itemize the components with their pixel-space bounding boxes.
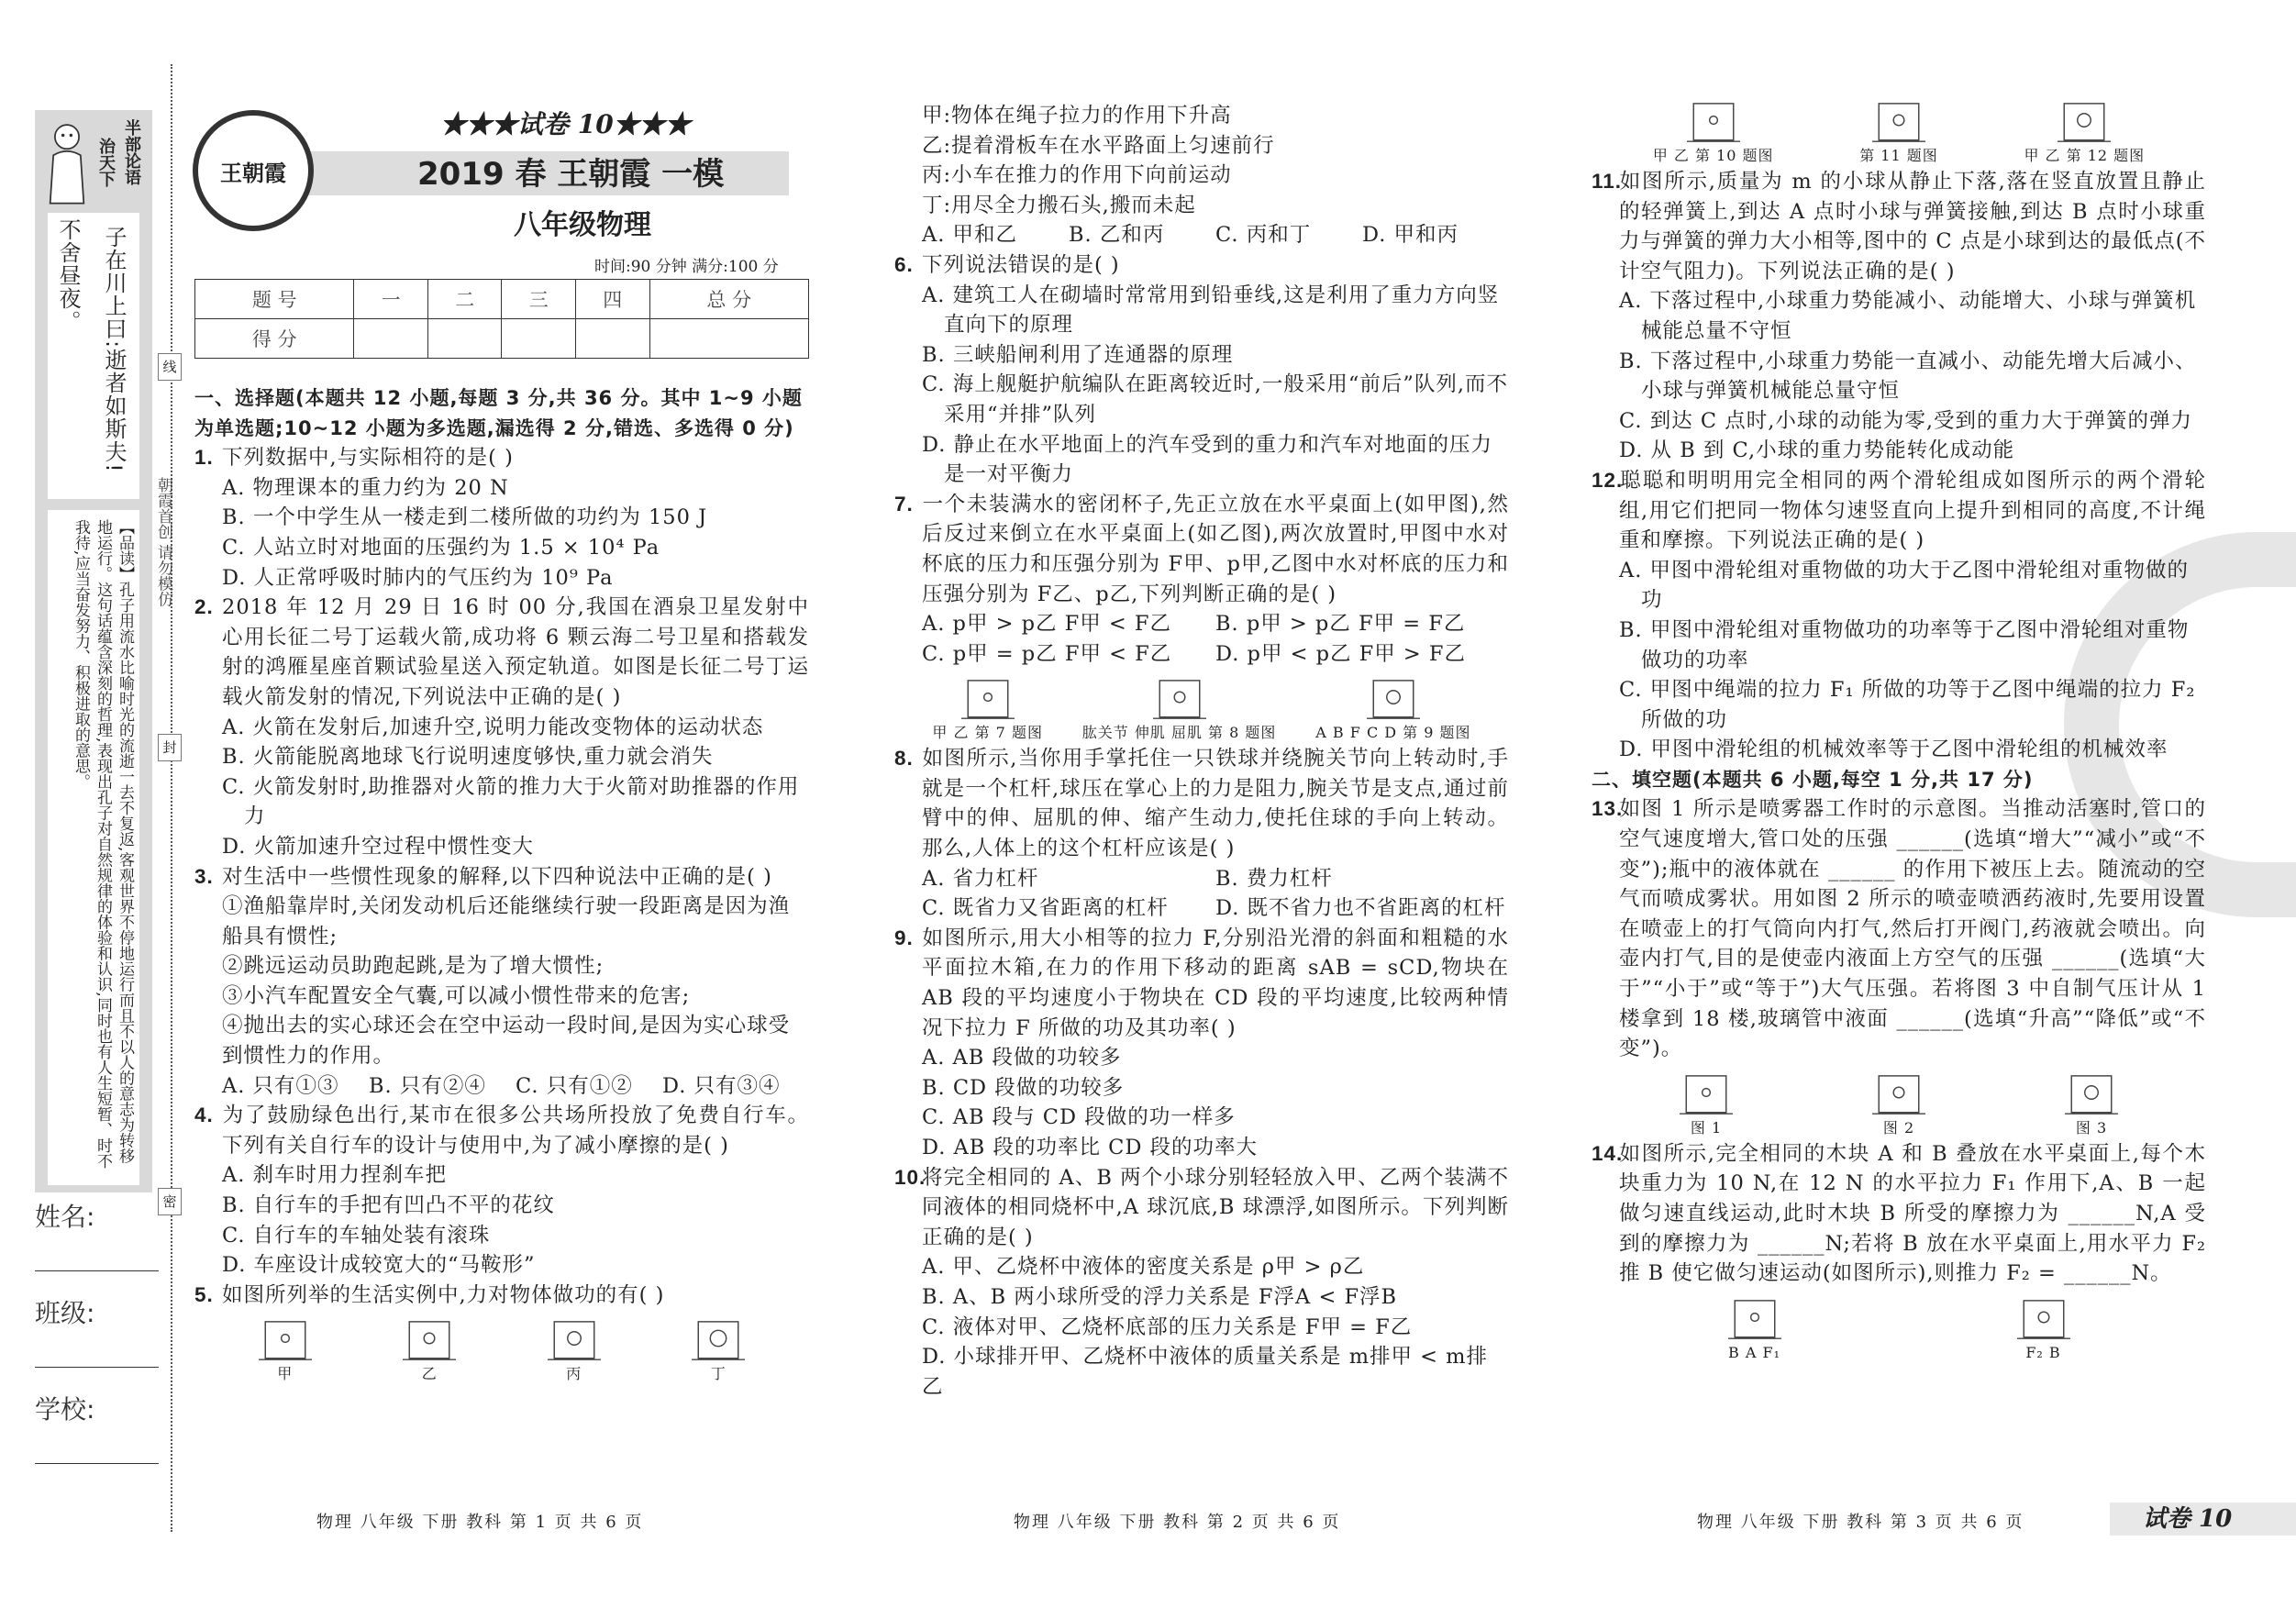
exam-number: ★★★试卷 10★★★ bbox=[440, 109, 691, 139]
question bbox=[194, 593, 809, 712]
answer-option: D. 车座设计成较宽大的“马鞍形” bbox=[222, 1253, 536, 1278]
question-number: 6. bbox=[894, 252, 914, 276]
figure bbox=[1862, 1066, 1936, 1137]
question-number: 3. bbox=[194, 864, 214, 888]
figure-group bbox=[1592, 92, 2206, 167]
answer-option: D. 静止在水平地面上的汽车受到的重力和汽车对地面的压力是一对平衡力 bbox=[922, 432, 1493, 487]
option-row bbox=[894, 893, 1509, 924]
answer-option: ②跳远运动员助跑起跳,是为了增大惯性; bbox=[222, 954, 605, 979]
answer-option: B. 一个中学生从一楼走到二楼所做的功约为 150 J bbox=[222, 505, 708, 530]
figure-caption: 图 1 bbox=[1690, 1118, 1723, 1137]
question-stem: 下列数据中,与实际相符的是( ) bbox=[222, 446, 514, 471]
question-stem: 如图所示,质量为 m 的小球从静止下落,落在竖直放置且静止的轻弹簧上,到达 A 点时小球与弹簧接触,到达 B 点时小球重力与弹簧的弹力大小相等,图中的 C 点是小球到达的最低点(不计空气阻力)。下列说法正确的是( ) bbox=[1619, 170, 2206, 283]
figure bbox=[393, 1312, 466, 1383]
question-number: 11. bbox=[1592, 170, 1623, 193]
question bbox=[894, 1163, 1509, 1253]
question-number: 2. bbox=[194, 595, 214, 619]
answer-option: 甲:物体在绳子拉力的作用下升高 bbox=[922, 104, 1232, 128]
motto-line-1: 子在川上曰:逝者如斯夫! bbox=[101, 226, 127, 473]
slogan: 半部论语 bbox=[122, 119, 141, 185]
answer-option: C. 火箭发射时,助推器对火箭的推力大于火箭对助推器的作用力 bbox=[222, 774, 800, 829]
name-field[interactable] bbox=[35, 1270, 159, 1271]
figure-illustration bbox=[1859, 94, 1938, 147]
question-number: 4. bbox=[194, 1103, 214, 1127]
score-cell: 二 bbox=[427, 280, 502, 319]
figure bbox=[1082, 671, 1277, 742]
figure-illustration bbox=[1669, 1066, 1743, 1119]
page-footer-3: 物理 八年级 下册 教科 第 3 页 共 6 页 bbox=[1697, 1513, 2024, 1532]
figure-caption: F₂ B bbox=[2025, 1343, 2061, 1361]
question bbox=[894, 490, 1509, 609]
answer-option: C. 到达 C 点时,小球的动能为零,受到的重力大于弹簧的弹力 bbox=[1619, 408, 2193, 433]
figure-group bbox=[1592, 1064, 2206, 1139]
question-number: 8. bbox=[894, 747, 914, 771]
answer-option: 乙:提着滑板车在水平路面上匀速前行 bbox=[922, 133, 1275, 158]
figure-illustration bbox=[682, 1312, 755, 1365]
school-field[interactable] bbox=[35, 1463, 159, 1464]
figure bbox=[2007, 1291, 2080, 1362]
class-field[interactable] bbox=[35, 1367, 159, 1368]
figure bbox=[1669, 1066, 1743, 1137]
figure-caption: 图 2 bbox=[1882, 1118, 1915, 1137]
section-heading: 二、填空题(本题共 6 小题,每空 1 分,共 17 分) bbox=[1592, 768, 2034, 791]
answer-option: C. 甲图中绳端的拉力 F₁ 所做的功等于乙图中绳端的拉力 F₂ 所做的功 bbox=[1619, 678, 2196, 732]
figure-illustration bbox=[249, 1312, 322, 1365]
figure-caption: 丁 bbox=[710, 1365, 727, 1383]
answer-option: B. 火箭能脱离地球飞行说明速度够快,重力就会消失 bbox=[222, 745, 714, 770]
question-number: 1. bbox=[194, 446, 214, 470]
answer-option: D. 人正常呼吸时肺内的气压约为 10⁹ Pa bbox=[222, 565, 614, 590]
figure-group bbox=[1592, 1289, 2206, 1364]
question-stem: 对生活中一些惯性现象的解释,以下四种说法中正确的是( ) bbox=[222, 864, 772, 889]
answer-option: A. 下落过程中,小球重力势能减小、动能增大、小球与弹簧机械能总量不守恒 bbox=[1619, 289, 2197, 343]
answer-option: 丙:小车在推力的作用下向前运动 bbox=[922, 163, 1232, 188]
answer-option: C. 丙和丁 bbox=[1215, 223, 1312, 248]
answer-option: C. p甲 = p乙 F甲 < F乙 bbox=[922, 641, 1172, 666]
question-stem: 如图所列举的生活实例中,力对物体做功的有( ) bbox=[222, 1282, 665, 1307]
figure-illustration bbox=[932, 671, 1043, 724]
answer-option: D. 小球排开甲、乙烧杯中液体的质量关系是 m排甲 < m排乙 bbox=[922, 1345, 1489, 1399]
figure-illustration bbox=[1653, 94, 1774, 147]
question bbox=[194, 443, 809, 473]
figure-caption: 甲 乙 第 7 题图 bbox=[932, 724, 1043, 742]
answer-option: D. 甲图中滑轮组的机械效率等于乙图中滑轮组的机械效率 bbox=[1619, 738, 2168, 762]
section-heading: 一、选择题(本题共 12 小题,每题 3 分,共 36 分。其中 1~9 小题为单选题;10~12 小题为多选题,漏选得 2 分,错选、多选得 0 分) bbox=[194, 387, 803, 439]
figure-caption: 丙 bbox=[566, 1365, 582, 1383]
figure bbox=[249, 1312, 322, 1383]
answer-option: B. 甲图中滑轮组对重物做功的功率等于乙图中滑轮组对重物做功的功率 bbox=[1619, 617, 2190, 672]
question-stem: 为了鼓励绿色出行,某市在很多公共场所投放了免费自行车。下列有关自行车的设计与使用中,为了减小摩擦的是( ) bbox=[222, 1103, 809, 1158]
school-label: 学校: bbox=[35, 1394, 95, 1425]
score-table bbox=[194, 279, 809, 359]
figure bbox=[932, 671, 1043, 742]
reading-text: 【品读】孔子用流水比喻时光的流逝一去不复返,客观世界不停地运行而且不以人的意志为转移地运行。这句话蕴含深刻的哲理,表现出孔子对自然规律的体验和认识,同时也有人生短暂、时不我待,应当奋发努力、积极进取的意思。 bbox=[72, 519, 134, 1169]
question bbox=[894, 744, 1509, 863]
score-input[interactable] bbox=[502, 319, 576, 359]
figure-caption: 肱关节 伸肌 屈肌 第 8 题图 bbox=[1081, 724, 1277, 742]
slogan-2: 治天下 bbox=[96, 138, 116, 187]
answer-option: B. 三峡船闸利用了连通器的原理 bbox=[922, 342, 1234, 367]
question bbox=[894, 250, 1509, 281]
figure bbox=[1653, 94, 1774, 165]
question bbox=[1592, 794, 2206, 1063]
cut-line bbox=[171, 64, 172, 1532]
figure-caption: 甲 乙 第 10 题图 bbox=[1652, 147, 1774, 164]
question-number: 9. bbox=[894, 926, 914, 949]
question bbox=[1592, 1139, 2206, 1289]
cut-label-secret: 密 bbox=[158, 1188, 182, 1215]
answer-option: A. 甲、乙烧杯中液体的密度关系是 ρ甲 > ρ乙 bbox=[922, 1255, 1365, 1280]
question-stem: 下列说法错误的是( ) bbox=[922, 252, 1120, 277]
figure bbox=[538, 1312, 611, 1383]
score-input[interactable] bbox=[576, 319, 650, 359]
answer-option: B. CD 段做的功较多 bbox=[922, 1075, 1125, 1100]
question-stem: 聪聪和明明用完全相同的两个滑轮组成如图所示的两个滑轮组,用它们把同一物体匀速竖直向上提升到相同的高度,不计绳重和摩擦。下列说法正确的是( ) bbox=[1619, 468, 2206, 553]
score-cell: 三 bbox=[502, 280, 576, 319]
question bbox=[194, 1101, 809, 1160]
score-cell: 一 bbox=[354, 280, 428, 319]
figure-illustration bbox=[1082, 671, 1277, 724]
figure-illustration bbox=[393, 1312, 466, 1365]
question-number: 12. bbox=[1592, 468, 1624, 492]
answer-option: C. 液体对甲、乙烧杯底部的压力关系是 F甲 = F乙 bbox=[922, 1314, 1413, 1339]
question-stem: 如图所示,用大小相等的拉力 F,分别沿光滑的斜面和粗糙的水平面拉木箱,在力的作用下移动的距离 sAB = sCD,物块在 AB 段的平均速度小于物块在 CD 段的平均速度,比较两种情况下拉力 F 所做的功及其功率( ) bbox=[922, 926, 1509, 1040]
question-number: 14. bbox=[1592, 1141, 1624, 1165]
answer-option: C. 人站立时对地面的压强约为 1.5 × 10⁴ Pa bbox=[222, 535, 660, 560]
figure bbox=[2024, 94, 2145, 165]
question-number: 7. bbox=[894, 492, 914, 516]
figure-illustration bbox=[1862, 1066, 1936, 1119]
name-label: 姓名: bbox=[35, 1202, 95, 1232]
exam-badge: 试卷 10 bbox=[2110, 1503, 2296, 1536]
page-3-column bbox=[1592, 92, 2206, 1364]
answer-option: C. 海上舰艇护航编队在距离较近时,一般采用“前后”队列,而不采用“并排”队列 bbox=[922, 372, 1509, 427]
answer-option: D. 从 B 到 C,小球的重力势能转化成动能 bbox=[1619, 438, 2015, 463]
score-header-row bbox=[195, 280, 809, 319]
figure-caption: 第 11 题图 bbox=[1859, 147, 1938, 164]
figure-illustration bbox=[1315, 671, 1470, 724]
question bbox=[894, 924, 1509, 1043]
question bbox=[1592, 466, 2206, 556]
figure-illustration bbox=[2007, 1291, 2080, 1344]
question-number: 5. bbox=[194, 1282, 214, 1306]
answer-option: C. AB 段与 CD 段做的功一样多 bbox=[922, 1105, 1236, 1130]
score-cell: 得 分 bbox=[195, 319, 354, 359]
answer-option: C. 既省力又省距离的杠杆 bbox=[922, 896, 1169, 921]
figure-caption: 图 3 bbox=[2075, 1118, 2108, 1137]
answer-option: A. 只有①③ bbox=[222, 1073, 339, 1098]
figure bbox=[682, 1312, 755, 1383]
score-input[interactable] bbox=[354, 319, 428, 359]
cut-notice: 朝霞首创 请勿模仿 bbox=[154, 477, 172, 607]
figure-caption: A B F C D 第 9 题图 bbox=[1315, 724, 1471, 742]
sidebar-quote-panel bbox=[35, 110, 152, 1192]
answer-option: C. 自行车的车轴处装有滚珠 bbox=[222, 1223, 491, 1248]
answer-option: D. 只有③④ bbox=[662, 1073, 781, 1098]
figure-caption: B A F₁ bbox=[1728, 1343, 1780, 1361]
figure-caption: 甲 乙 第 12 题图 bbox=[2024, 147, 2146, 164]
confucius-illustration bbox=[42, 119, 92, 207]
subject-title: 八年级物理 bbox=[514, 209, 651, 241]
answer-option: B. 只有②④ bbox=[369, 1073, 486, 1098]
cut-label-line: 线 bbox=[158, 353, 182, 381]
answer-option: D. 火箭加速升空过程中惯性变大 bbox=[222, 834, 535, 859]
answer-option: ③小汽车配置安全气囊,可以减小惯性带来的危害; bbox=[222, 983, 691, 1008]
answer-option: ①渔船靠岸时,关闭发动机后还能继续行驶一段距离是因为渔船具有惯性; bbox=[222, 894, 791, 948]
answer-option: D. 甲和丙 bbox=[1362, 223, 1459, 248]
page-1-column bbox=[194, 383, 809, 1385]
figure-group bbox=[894, 669, 1509, 744]
question-number: 13. bbox=[1592, 797, 1624, 821]
exam-title: 2019 春 王朝霞 一模 bbox=[417, 156, 725, 193]
answer-option: A. 甲图中滑轮组对重物做的功大于乙图中滑轮组对重物做的功 bbox=[1619, 558, 2190, 613]
figure bbox=[1315, 671, 1470, 742]
figure-illustration bbox=[1718, 1291, 1791, 1344]
answer-option: C. 只有①② bbox=[516, 1073, 633, 1098]
score-input[interactable] bbox=[427, 319, 502, 359]
answer-option: D. p甲 < p乙 F甲 > F乙 bbox=[1215, 641, 1467, 666]
answer-option: A. 刹车时用力捏刹车把 bbox=[222, 1163, 448, 1188]
question-stem: 如图所示,当你用手掌托住一只铁球并绕腕关节向上转动时,手就是一个杠杆,球压在掌心上的力是阻力,腕关节是支点,通过前臂中的伸、屈肌的伸、缩产生动力,使托住球的手向上转动。那么,人体上的这个杠杆应该是( ) bbox=[922, 747, 1509, 861]
question-stem: 2018 年 12 月 29 日 16 时 00 分,我国在酒泉卫星发射中心用长征二号丁运载火箭,成功将 6 颗云海二号卫星和搭载发射的鸿雁星座首颗试验星送入预定轨道。如图是长征二号丁运载火箭发射的情况,下列说法中正确的是( ) bbox=[222, 595, 809, 709]
option-row bbox=[894, 609, 1509, 639]
time-info: 时间:90 分钟 满分:100 分 bbox=[594, 258, 779, 276]
reading-box bbox=[48, 510, 139, 1185]
score-cell: 四 bbox=[576, 280, 650, 319]
answer-option: B. 费力杠杆 bbox=[1215, 866, 1333, 891]
score-value-row bbox=[195, 319, 809, 359]
answer-option: A. 火箭在发射后,加速升空,说明力能改变物体的运动状态 bbox=[222, 715, 764, 739]
page-2-column bbox=[894, 101, 1509, 1402]
score-cell: 题 号 bbox=[195, 280, 354, 319]
brand-logo: 王朝霞 bbox=[193, 110, 314, 231]
figure-illustration bbox=[2024, 94, 2145, 147]
answer-option: D. AB 段的功率比 CD 段的功率大 bbox=[922, 1136, 1259, 1159]
answer-option: B. p甲 > p乙 F甲 = F乙 bbox=[1215, 612, 1466, 637]
question bbox=[1592, 167, 2206, 286]
cut-label-seal: 封 bbox=[158, 734, 182, 761]
question-stem: 将完全相同的 A、B 两个小球分别轻轻放入甲、乙两个装满不同液体的相同烧杯中,A 球沉底,B 球漂浮,如图所示。下列判断正确的是( ) bbox=[922, 1165, 1509, 1249]
option-row bbox=[894, 639, 1509, 670]
answer-option: A. AB 段做的功较多 bbox=[922, 1046, 1122, 1070]
page-footer-1: 物理 八年级 下册 教科 第 1 页 共 6 页 bbox=[316, 1513, 644, 1532]
question bbox=[194, 1281, 809, 1311]
answer-option: B. 自行车的手把有凹凸不平的花纹 bbox=[222, 1193, 555, 1218]
question-number: 10. bbox=[894, 1165, 926, 1189]
question-stem: 一个未装满水的密闭杯子,先正立放在水平桌面上(如甲图),然后反过来倒立在水平桌面上(如乙图),两次放置时,甲图中水对杯底的压力和压强分别为 F甲、p甲,乙图中水对杯底的压力和压强分别为 F乙、p乙,下列判断正确的是( ) bbox=[922, 492, 1509, 606]
answer-option: A. 物理课本的重力约为 20 N bbox=[222, 475, 509, 500]
option-row bbox=[894, 864, 1509, 894]
figure-caption: 甲 bbox=[277, 1365, 294, 1383]
score-input[interactable] bbox=[649, 319, 808, 359]
figure-group bbox=[194, 1310, 809, 1385]
question bbox=[194, 862, 809, 893]
question-stem: 如图所示,完全相同的木块 A 和 B 叠放在水平桌面上,每个木块重力为 10 N,在 12 N 的水平拉力 F₁ 作用下,A、B 一起做匀速直线运动,此时木块 B 所受的摩擦力为 ______N,A 受到的摩擦力为 ______N;若将 B 放在水平桌面上,用水平力 F₂ 推 B 使它做匀速运动(如图所示),则推力 F₂ = ______N。 bbox=[1619, 1141, 2206, 1286]
option-row bbox=[194, 1071, 809, 1102]
motto-box bbox=[48, 213, 139, 499]
figure-illustration bbox=[2055, 1066, 2128, 1119]
answer-option: B. A、B 两小球所受的浮力关系是 F浮A < F浮B bbox=[922, 1284, 1398, 1309]
answer-option: A. 建筑工人在砌墙时常常用到铅垂线,这是利用了重力方向竖直向下的原理 bbox=[922, 283, 1500, 338]
answer-option: ④抛出去的实心球还会在空中运动一段时间,是因为实心球受到惯性力的作用。 bbox=[222, 1014, 791, 1069]
page-footer-2: 物理 八年级 下册 教科 第 2 页 共 6 页 bbox=[1014, 1513, 1341, 1532]
question-stem: 如图 1 所示是喷雾器工作时的示意图。当推动活塞时,管口的空气速度增大,管口处的压强 ______(选填“增大”“减小”或“不变”);瓶中的液体就在 ______ 的作用下被压上去。随流动的空气而喷成雾状。用如图 2 所示的喷壶喷洒药液时,先要用设置在喷壶上的打气筒向内打气,然后打开阀门,药液就会喷出。向壶内打气,目的是使壶内液面上方空气的压强 ______(选填“大于”“小于”或“等于”)大气压强。若将图 3 中自制气压计从 1 楼拿到 18 楼,玻璃管中液面 ______(选填“升高”“降低”或“不变”)。 bbox=[1619, 797, 2206, 1061]
class-label: 班级: bbox=[35, 1298, 95, 1328]
answer-option: 丁:用尽全力搬石头,搬而未起 bbox=[922, 193, 1196, 217]
figure bbox=[1718, 1291, 1791, 1362]
answer-option: A. 甲和乙 bbox=[922, 223, 1018, 248]
figure bbox=[1859, 94, 1938, 165]
answer-option: B. 乙和丙 bbox=[1069, 223, 1165, 248]
figure bbox=[2055, 1066, 2128, 1137]
answer-option: A. 省力杠杆 bbox=[922, 866, 1039, 891]
answer-option: D. 既不省力也不省距离的杠杆 bbox=[1215, 896, 1506, 921]
score-cell: 总 分 bbox=[649, 280, 808, 319]
answer-option: A. p甲 > p乙 F甲 < F乙 bbox=[922, 612, 1172, 637]
answer-option: B. 下落过程中,小球重力势能一直减小、动能先增大后减小、小球与弹簧机械能总量守恒 bbox=[1619, 349, 2197, 404]
figure-illustration bbox=[538, 1312, 611, 1365]
figure-caption: 乙 bbox=[421, 1365, 438, 1383]
motto-line-2: 不舍昼夜。 bbox=[55, 218, 81, 333]
option-row bbox=[894, 220, 1509, 250]
